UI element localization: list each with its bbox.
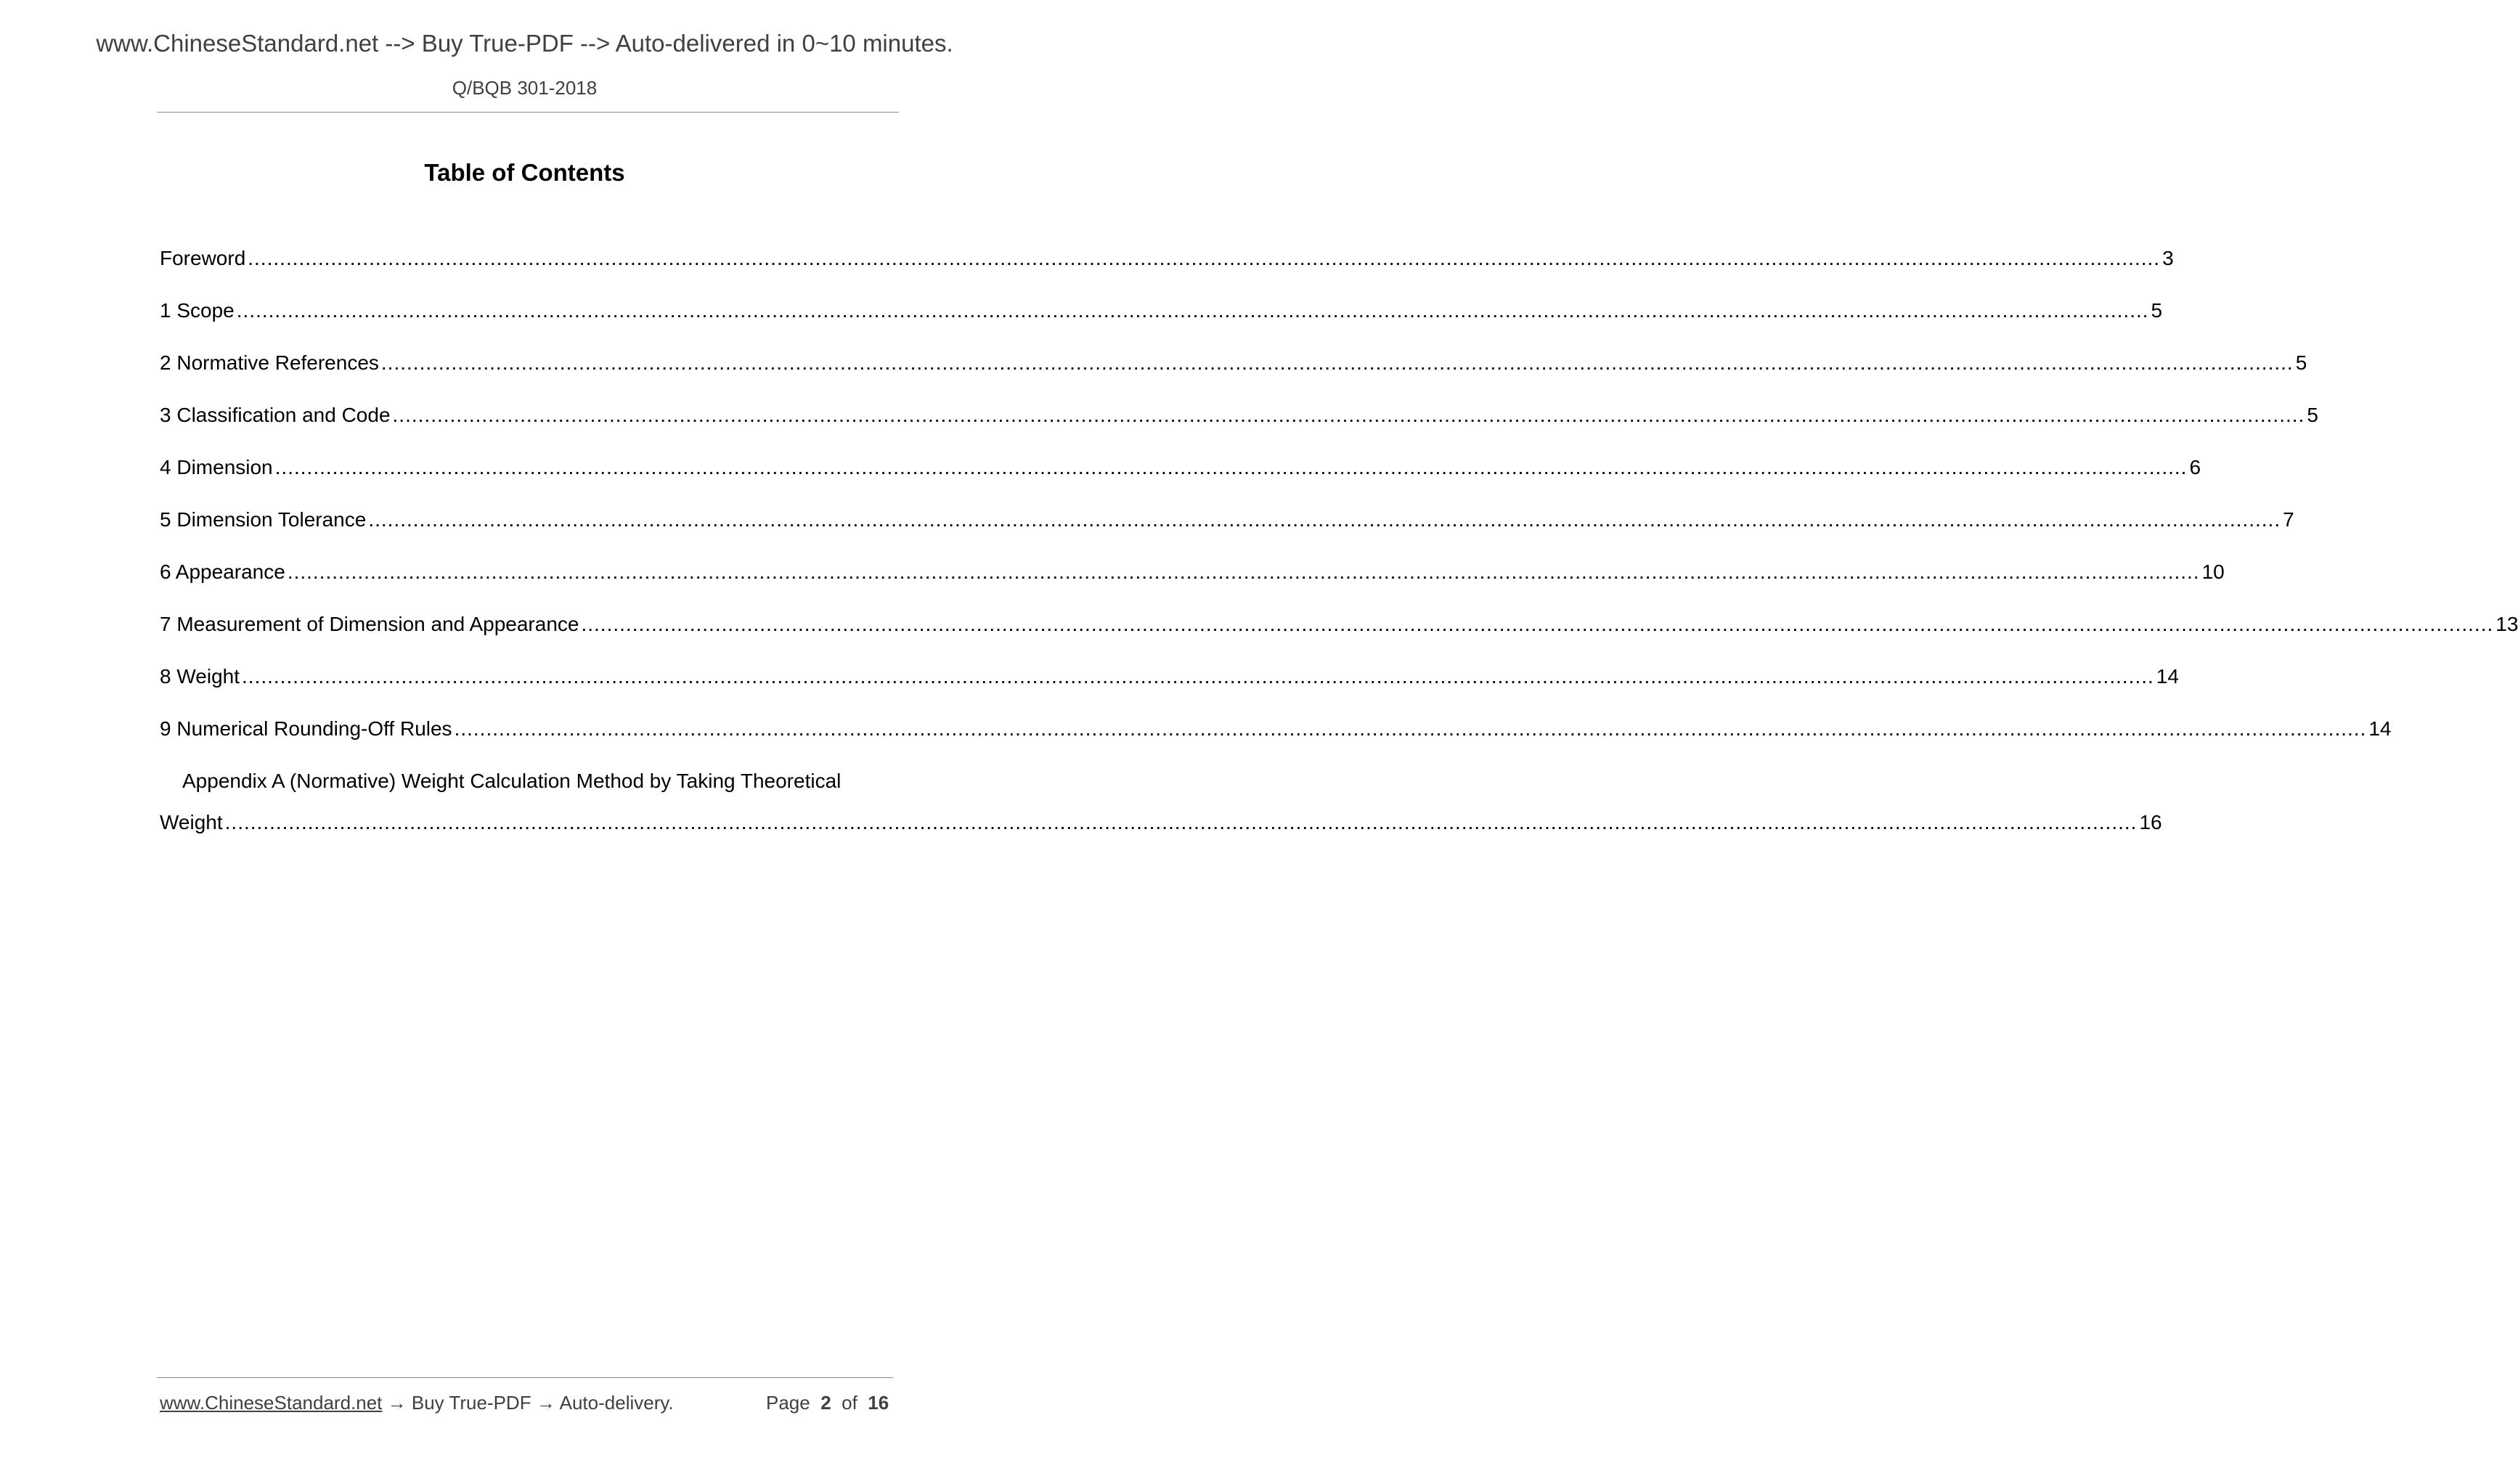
toc-entry-label: 3 Classification and Code <box>160 404 391 426</box>
toc-entry-page: 5 <box>2307 404 2318 426</box>
toc-entry-page: 14 <box>2156 665 2179 688</box>
toc-appendix-line2-row <box>160 808 2162 860</box>
toc-entry-label: 1 Scope <box>160 299 235 322</box>
toc-entry-dimension-tolerance[interactable] <box>160 505 2294 558</box>
toc-dot-leader: ............................................................................................................................................................................................................................................................................................................ <box>224 811 2138 833</box>
toc-title: Table of Contents <box>424 159 625 186</box>
toc-entry-weight[interactable] <box>160 662 2179 714</box>
page-number: 2 <box>820 1392 831 1414</box>
page-word: Page <box>766 1392 810 1414</box>
toc-appendix-line1: Appendix A (Normative) Weight Calculation Method by Taking Theoretical <box>182 770 842 792</box>
toc-entry-page: 5 <box>2151 299 2163 322</box>
total-pages: 16 <box>868 1392 889 1414</box>
toc-entry-label: Foreword <box>160 247 246 269</box>
toc-entry-label: 7 Measurement of Dimension and Appearance <box>160 613 579 635</box>
footer-divider <box>157 1377 893 1378</box>
toc-entry-label: 4 Dimension <box>160 456 273 478</box>
of-word: of <box>842 1392 857 1414</box>
toc-entry-page: 13 <box>2495 613 2518 635</box>
toc-entry-appendix-a[interactable] <box>160 767 2162 860</box>
toc-entry-label: 8 Weight <box>160 665 240 688</box>
toc-dot-leader: ............................................................................................................................................................................................................................................................................................................ <box>454 717 2367 740</box>
toc-entry-measurement[interactable] <box>160 610 2518 662</box>
toc-entry-page: 7 <box>2283 508 2294 531</box>
toc-dot-leader: ............................................................................................................................................................................................................................................................................................................ <box>248 247 2161 269</box>
page-footer <box>160 1390 893 1416</box>
toc-entry-page: 16 <box>2139 811 2162 833</box>
toc-entry-appearance[interactable] <box>160 558 2225 610</box>
toc-entry-foreword[interactable] <box>160 244 2174 296</box>
toc-entry-rounding-off-rules[interactable] <box>160 714 2392 767</box>
toc-entry-label: 2 Normative References <box>160 351 379 374</box>
page-indicator <box>766 1390 889 1416</box>
toc-entry-page: 6 <box>2189 456 2201 478</box>
toc-entry-label: 6 Appearance <box>160 560 285 583</box>
toc-dot-leader: ............................................................................................................................................................................................................................................................................................................ <box>581 613 2494 635</box>
footer-arrow-icon: → <box>536 1392 555 1414</box>
toc-dot-leader: ............................................................................................................................................................................................................................................................................................................ <box>392 404 2305 426</box>
toc-entry-label: 9 Numerical Rounding-Off Rules <box>160 717 452 740</box>
toc-entry-dimension[interactable] <box>160 453 2201 505</box>
toc-dot-leader: ............................................................................................................................................................................................................................................................................................................ <box>236 299 2149 322</box>
footer-arrow-icon: → <box>387 1392 407 1414</box>
toc-dot-leader: ............................................................................................................................................................................................................................................................................................................ <box>368 508 2281 531</box>
toc-entry-page: 3 <box>2162 247 2174 269</box>
toc-dot-leader: ............................................................................................................................................................................................................................................................................................................ <box>287 560 2200 583</box>
toc-dot-leader: ............................................................................................................................................................................................................................................................................................................ <box>274 456 2188 478</box>
toc-entry-page: 14 <box>2368 717 2392 740</box>
footer-site-link[interactable]: www.ChineseStandard.net <box>160 1392 383 1414</box>
site-banner: www.ChineseStandard.net --> Buy True-PDF --> Auto-delivered in 0~10 minutes. <box>96 30 953 57</box>
toc-dot-leader: ............................................................................................................................................................................................................................................................................................................ <box>242 665 2154 688</box>
footer-delivery-text: Auto-delivery. <box>559 1392 674 1414</box>
toc-entry-page: 5 <box>2295 351 2307 374</box>
header-divider <box>157 112 899 113</box>
table-of-contents <box>160 244 2518 860</box>
document-code: Q/BQB 301-2018 <box>452 77 598 99</box>
toc-entry-scope[interactable] <box>160 296 2163 348</box>
toc-entry-page: 10 <box>2201 560 2225 583</box>
toc-entry-normative-references[interactable] <box>160 348 2307 401</box>
toc-entry-label: 5 Dimension Tolerance <box>160 508 367 531</box>
toc-dot-leader: ............................................................................................................................................................................................................................................................................................................ <box>380 351 2294 374</box>
toc-entry-label: Weight <box>160 811 223 833</box>
toc-entry-classification-and-code[interactable] <box>160 401 2318 453</box>
footer-buy-text: Buy True-PDF <box>411 1392 531 1414</box>
